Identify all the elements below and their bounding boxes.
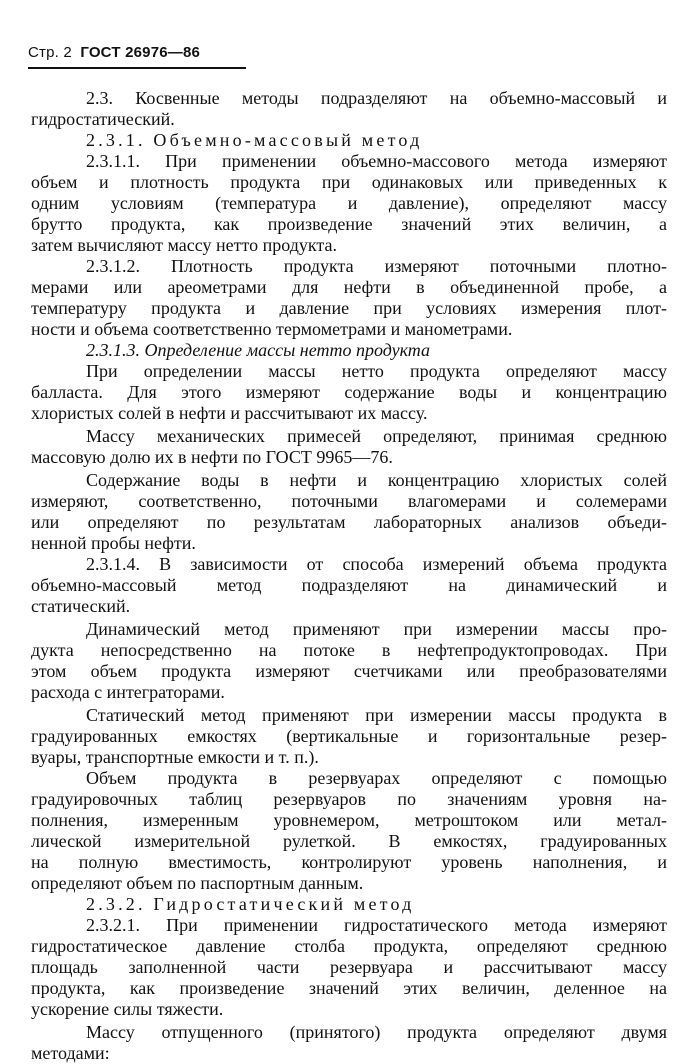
text-line: При определении массы нетто продукта определяют массу	[86, 361, 667, 381]
text-line: 2.3.2.1. При применении гидростатического метода измеряют	[86, 915, 667, 935]
text-line: Объем продукта в резервуарах определяют с помощью	[86, 768, 667, 788]
text-line: определяют объем по паспортным данным.	[31, 873, 364, 893]
header-rule	[28, 67, 246, 69]
text-line: брутто продукта, как произведение значений этих величин, а	[31, 214, 667, 234]
text-line: дукта непосредственно на потоке в нефтепродуктопроводах. При	[31, 640, 667, 660]
text-line: Динамический метод применяют при измерении массы про-	[86, 619, 667, 639]
text-line: Массу механических примесей определяют, принимая среднюю	[86, 426, 667, 446]
text-line: расхода с интеграторами.	[31, 682, 225, 702]
text-line: ускорение силы тяжести.	[31, 999, 224, 1019]
text-line: массовую долю их в нефти по ГОСТ 9965—76.	[31, 447, 393, 467]
standard-number: ГОСТ 26976—86	[80, 44, 201, 61]
body-text	[31, 88, 667, 1064]
page-number: Стр. 2	[28, 44, 72, 61]
text-line: 2.3.1.4. В зависимости от способа измерений объема продукта	[86, 554, 667, 574]
text-line: продукта, как произведение значений этих величин, деленное на	[31, 978, 667, 998]
text-line: Массу отпущенного (принятого) продукта определяют двумя	[86, 1022, 667, 1042]
text-line: 2.3.1.1. При применении объемно-массового метода измеряют	[86, 151, 667, 171]
text-line: статический.	[31, 596, 131, 616]
text-line: мерами или ареометрами для нефти в объединенной пробе, а	[31, 277, 667, 297]
text-line: гидростатический.	[31, 109, 175, 129]
text-line: или определяют по результатам лабораторных анализов объеди-	[31, 512, 667, 532]
text-line: ности и объема соответственно термометрами и манометрами.	[31, 319, 513, 339]
text-line: Содержание воды в нефти и концентрацию хлористых солей	[86, 470, 667, 490]
section-heading: 2.3.2. Гидростатический метод	[86, 894, 415, 914]
text-line: методами:	[31, 1043, 110, 1063]
text-line: полнения, измеренным уровнемером, метроштоком или метал-	[31, 810, 667, 830]
text-line: одним условиям (температура и давление), определяют массу	[31, 193, 667, 213]
text-line: хлористых солей в нефти и рассчитывают их массу.	[31, 403, 428, 423]
text-line: затем вычисляют массу нетто продукта.	[31, 235, 337, 255]
text-line: гидростатическое давление столба продукта, определяют среднюю	[31, 936, 667, 956]
text-line: градуированных емкостях (вертикальные и горизонтальные резер-	[31, 726, 667, 746]
text-line: температуру продукта и давление при условиях измерения плот-	[31, 298, 667, 318]
text-line: ненной пробы нефти.	[31, 533, 196, 553]
text-line: вуары, транспортные емкости и т. п.).	[31, 747, 319, 767]
text-line: объемно-массовый метод подразделяют на динамический и	[31, 575, 667, 595]
text-line: этом объем продукта измеряют счетчиками или преобразователями	[31, 661, 667, 681]
text-line: 2.3. Косвенные методы подразделяют на объемно-массовый и	[86, 88, 667, 108]
page-header	[28, 44, 200, 61]
text-line: градуировочных таблиц резервуаров по значениям уровня на-	[31, 789, 667, 809]
text-line: балласта. Для этого измеряют содержание воды и концентрацию	[31, 382, 667, 402]
text-line: 2.3.1.2. Плотность продукта измеряют поточными плотно-	[86, 256, 667, 276]
text-line: измеряют, соответственно, поточными влагомерами и солемерами	[31, 491, 667, 511]
text-line: площадь заполненной части резервуара и рассчитывают массу	[31, 957, 667, 977]
section-heading: 2.3.1. Объемно-массовый метод	[86, 130, 423, 150]
subsection-heading: 2.3.1.3. Определение массы нетто продукта	[86, 340, 430, 360]
text-line: лической измерительной рулеткой. В емкостях, градуированных	[31, 831, 667, 851]
text-line: на полную вместимость, контролируют уровень наполнения, и	[31, 852, 667, 872]
text-line: объем и плотность продукта при одинаковых или приведенных к	[31, 172, 667, 192]
text-line: Статический метод применяют при измерении массы продукта в	[86, 705, 667, 725]
